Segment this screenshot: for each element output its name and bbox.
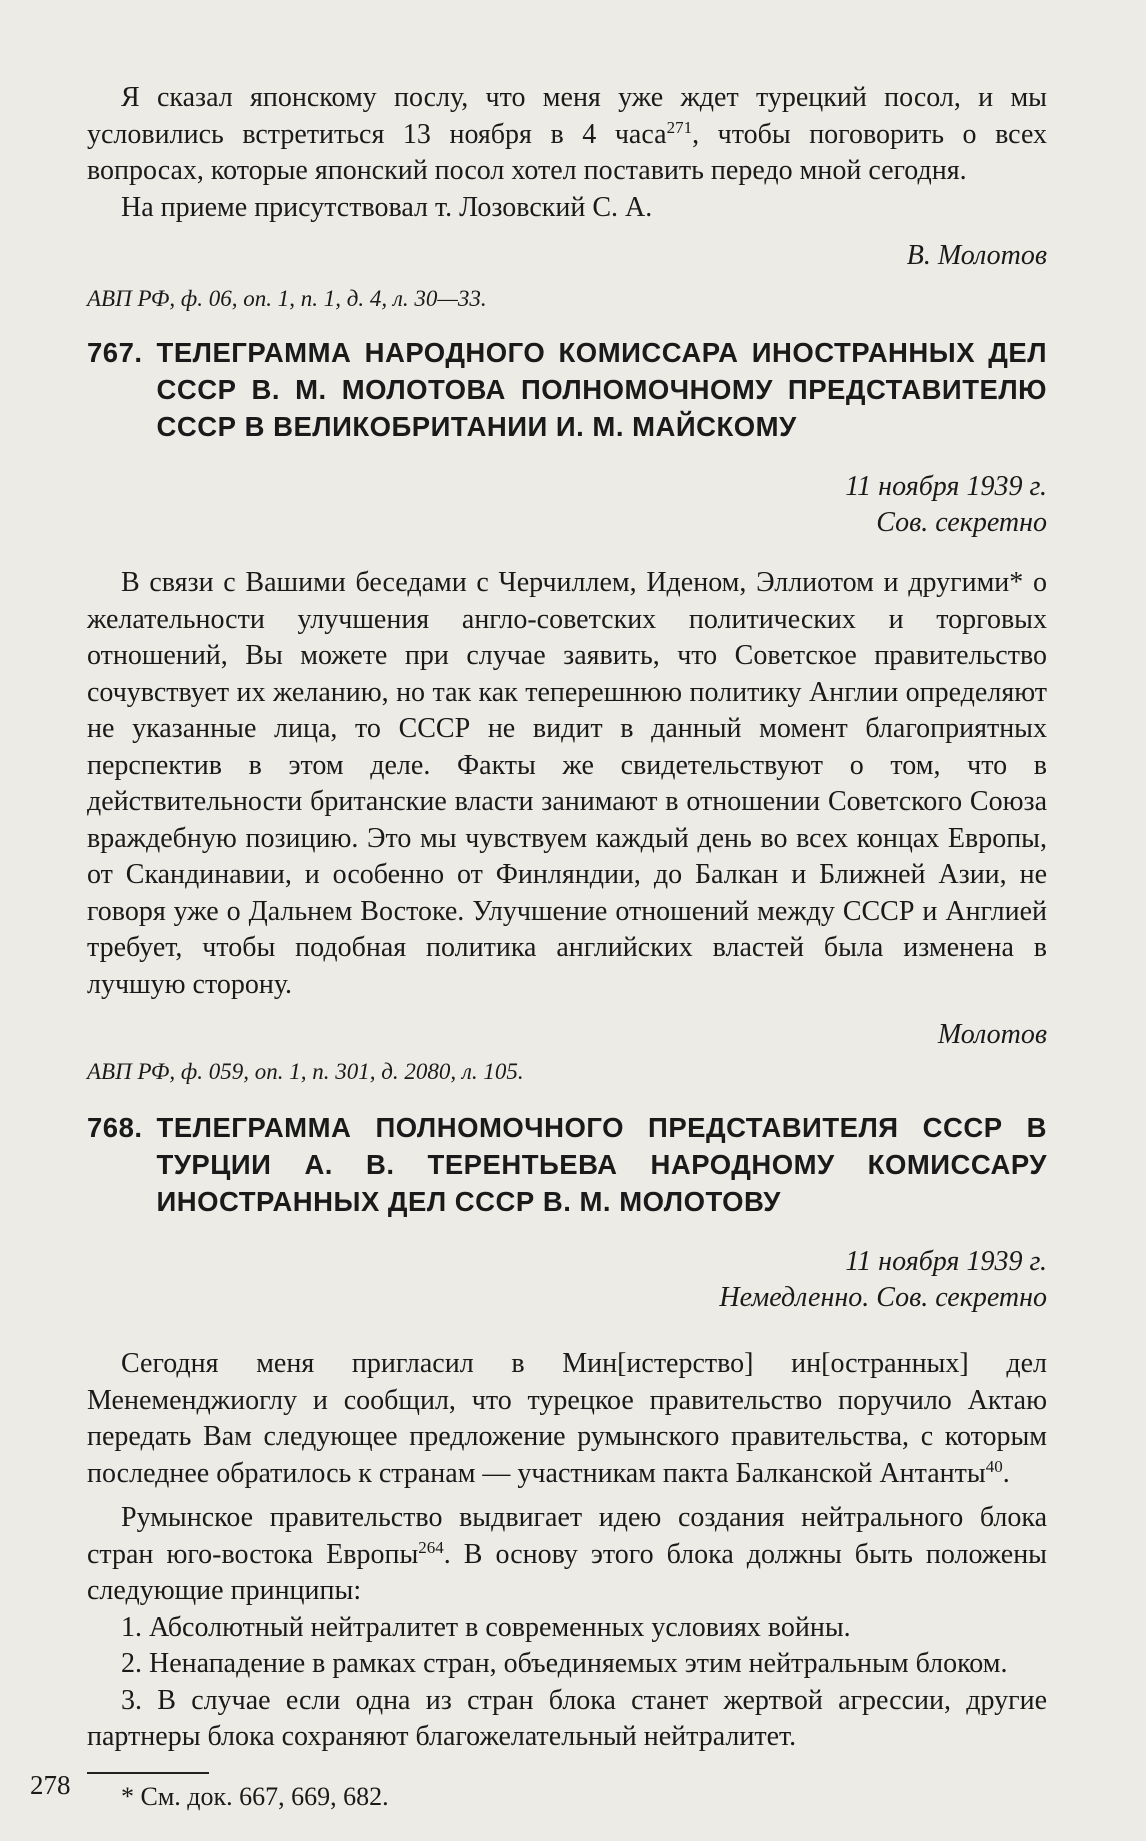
page-number: 278 [30, 1770, 71, 1800]
archive-source: АВП РФ, ф. 06, оп. 1, п. 1, д. 4, л. 30—33. [87, 286, 487, 311]
list-item: 1. Абсолютный нейтралитет в современных условиях войны. [121, 1611, 851, 1643]
footnote: * См. док. 667, 669, 682. [121, 1781, 389, 1811]
footnote-ref: 40 [985, 1456, 1003, 1476]
document-heading [87, 1109, 1047, 1220]
paragraph-attendance: На приеме присутствовал т. Лозовский С. А. [121, 191, 653, 223]
text-run: , чтобы поговорить о всех вопросах, которые японский посол хотел поставить передо мной сегодня. [87, 118, 1048, 186]
footnote-ref: 264 [418, 1537, 444, 1557]
text-run: . В основу этого блока должны быть положены следующие принципы: [87, 1538, 1047, 1606]
footnote-divider [87, 1772, 209, 1774]
list-item: 3. В случае если одна из стран блока станет жертвой агрессии, другие партнеры блока сохраняют благожелательный нейтралитет. [87, 1684, 1047, 1752]
text-run: . [1002, 1457, 1010, 1489]
list-item: 2. Ненападение в рамках стран, объединяемых этим нейтральным блоком. [121, 1648, 1008, 1679]
document-title: ТЕЛЕГРАММА ПОЛНОМОЧНОГО ПРЕДСТАВИТЕЛЯ СССР В ТУРЦИИ А. В. ТЕРЕНТЬЕВА НАРОДНОМУ КОМИССАРУ ИНОСТРАННЫХ ДЕЛ СССР В. М. МОЛОТОВУ [156, 1112, 1047, 1217]
document-body [87, 1346, 1047, 1492]
footnote-ref: 271 [666, 117, 693, 137]
archive-source: АВП РФ, ф. 059, оп. 1, п. 301, д. 2080, л. 105. [87, 1059, 524, 1084]
text-run: Я сказал японскому послу, что меня уже ждет турецкий посол, и мы условились встретиться 13 ноября в 4 часа [87, 82, 1047, 150]
text-run: Сегодня меня пригласил в Мин[истерство] ин[остранных] дел Менеменджиоглу и сообщил, что турецкое правительство поручило Актаю передать Вам следующее предложение румынского правительства, с которым последнее обратилось к странам — участникам пакта Балканской Антанты [87, 1348, 1047, 1489]
signature: Молотов [937, 1019, 1047, 1050]
document-date: 11 ноября 1939 г. [845, 471, 1047, 502]
document-heading [87, 334, 1047, 445]
signature: В. Молотов [906, 240, 1047, 271]
paragraph-japanese-ambassador [87, 80, 1047, 190]
document-classification: Сов. секретно [876, 507, 1047, 538]
page-content [87, 80, 1047, 1814]
document-body [87, 1500, 1047, 1610]
document-date: 11 ноября 1939 г. [845, 1246, 1047, 1277]
document-classification: Немедленно. Сов. секретно [719, 1282, 1047, 1313]
document-body: В связи с Вашими беседами с Черчиллем, Иденом, Эллиотом и другими* о желательности улучшения англо-советских политических и торговых отношений, Вы можете при случае заявить, что Советское правительство сочувствует их желанию, но так как теперешнюю политику Англии определяют не указанные лица, то СССР не видит в данный момент благоприятных перспектив в этом деле. Факты же свидетельствуют о том, что в действительности британские власти занимают в отношении Советского Союза враждебную позицию. Это мы чувствуем каждый день во всех концах Европы, от Скандинавии, и особенно от Финляндии, до Балкан и Ближней Азии, не говоря уже о Дальнем Востоке. Улучшение отношений между СССР и Англией требует, чтобы подобная политика английских властей была изменена в лучшую сторону. [87, 567, 1047, 1000]
text-run: Румынское правительство выдвигает идею создания нейтрального блока стран юго-востока Европы [87, 1502, 1047, 1570]
document-number: 767. [87, 337, 143, 368]
document-number: 768. [87, 1112, 143, 1143]
document-title: ТЕЛЕГРАММА НАРОДНОГО КОМИССАРА ИНОСТРАННЫХ ДЕЛ СССР В. М. МОЛОТОВА ПОЛНОМОЧНОМУ ПРЕДСТАВИТЕЛЮ СССР В ВЕЛИКОБРИТАНИИ И. М. МАЙСКОМУ [156, 337, 1047, 442]
